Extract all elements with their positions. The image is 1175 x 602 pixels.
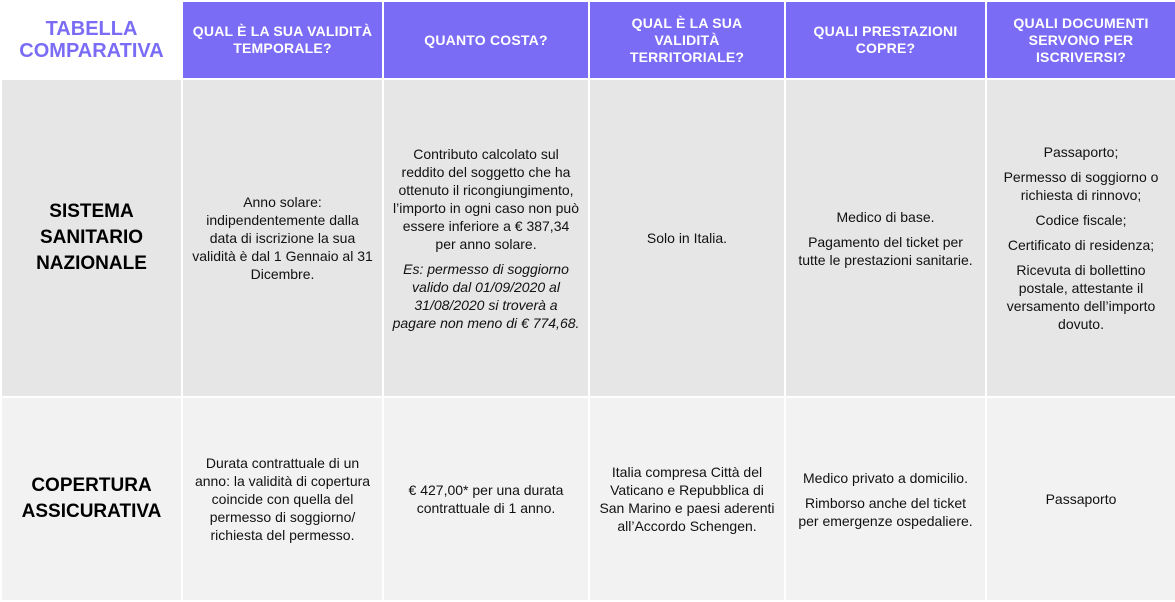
row-label-ssn: SISTEMA SANITARIO NAZIONALE [1,79,182,397]
service-item: Medico privato a domicilio. [803,469,968,486]
cell-validity-territory [589,397,785,601]
table-row [1,79,1175,397]
cell-text: Durata contrattuale di un anno: la validità di copertura coincide con quella del permesso di soggiorno/ richiesta del permesso. [194,455,371,543]
document-item: Passaporto; [1043,144,1119,160]
cell-text: Contributo calcolato sul reddito del soggetto che ha ottenuto il ricongiungimento, l’importo in ogni caso non può essere inferiore a € 387,34 per anno solare. [392,145,579,252]
table-title: TABELLA COMPARATIVA [1,1,182,79]
row-label-insurance: COPERTURA ASSICURATIVA [1,397,182,601]
document-item: Permesso di soggiorno o richiesta di rinnovo; [1003,169,1159,203]
cost-example-note: Es: permesso di soggiorno valido dal 01/09/2020 al 31/08/2020 si troverà a pagare non meno di € 774,68. [392,260,580,331]
cell-documents [986,397,1175,601]
cell-text: Solo in Italia. [646,230,728,246]
cell-documents [986,79,1175,397]
cell-validity-time [182,397,383,601]
document-item: Codice fiscale; [1035,212,1127,228]
column-header-documents: QUALI DOCUMENTI SERVONO PER ISCRIVERSI? [986,1,1175,79]
service-item: Medico di base. [836,208,935,225]
column-header-cost: QUANTO COSTA? [383,1,589,79]
column-header-validity-territory: QUAL È LA SUA VALIDITÀ TERRITORIALE? [589,1,785,79]
column-header-validity-time: QUAL È LA SUA VALIDITÀ TEMPORALE? [182,1,383,79]
document-item: Ricevuta di bollettino postale, attestante il versamento dell’importo dovuto. [1006,262,1156,332]
cell-cost [383,397,589,601]
cell-text: Italia compresa Città del Vaticano e Repubblica di San Marino e paesi aderenti all’Accordo Schengen. [599,464,775,534]
cell-services [785,79,986,397]
service-item: Pagamento del ticket per tutte le prestazioni sanitarie. [798,233,973,268]
cell-cost [383,79,589,397]
document-item: Certificato di residenza; [1007,237,1155,253]
column-header-services: QUALI PRESTAZIONI COPRE? [785,1,986,79]
cell-validity-time [182,79,383,397]
cell-services [785,397,986,601]
service-item: Rimborso anche del ticket per emergenze ospedaliere. [798,494,973,529]
cell-text: Anno solare: indipendentemente dalla data di iscrizione la sua validità è dal 1 Gennaio al 31 Dicembre. [192,194,373,282]
cell-text: € 427,00* per una durata contrattuale di 1 anno. [408,482,564,516]
cell-validity-territory [589,79,785,397]
document-item: Passaporto [1045,491,1117,507]
header-row [1,1,1175,79]
table-row [1,397,1175,601]
